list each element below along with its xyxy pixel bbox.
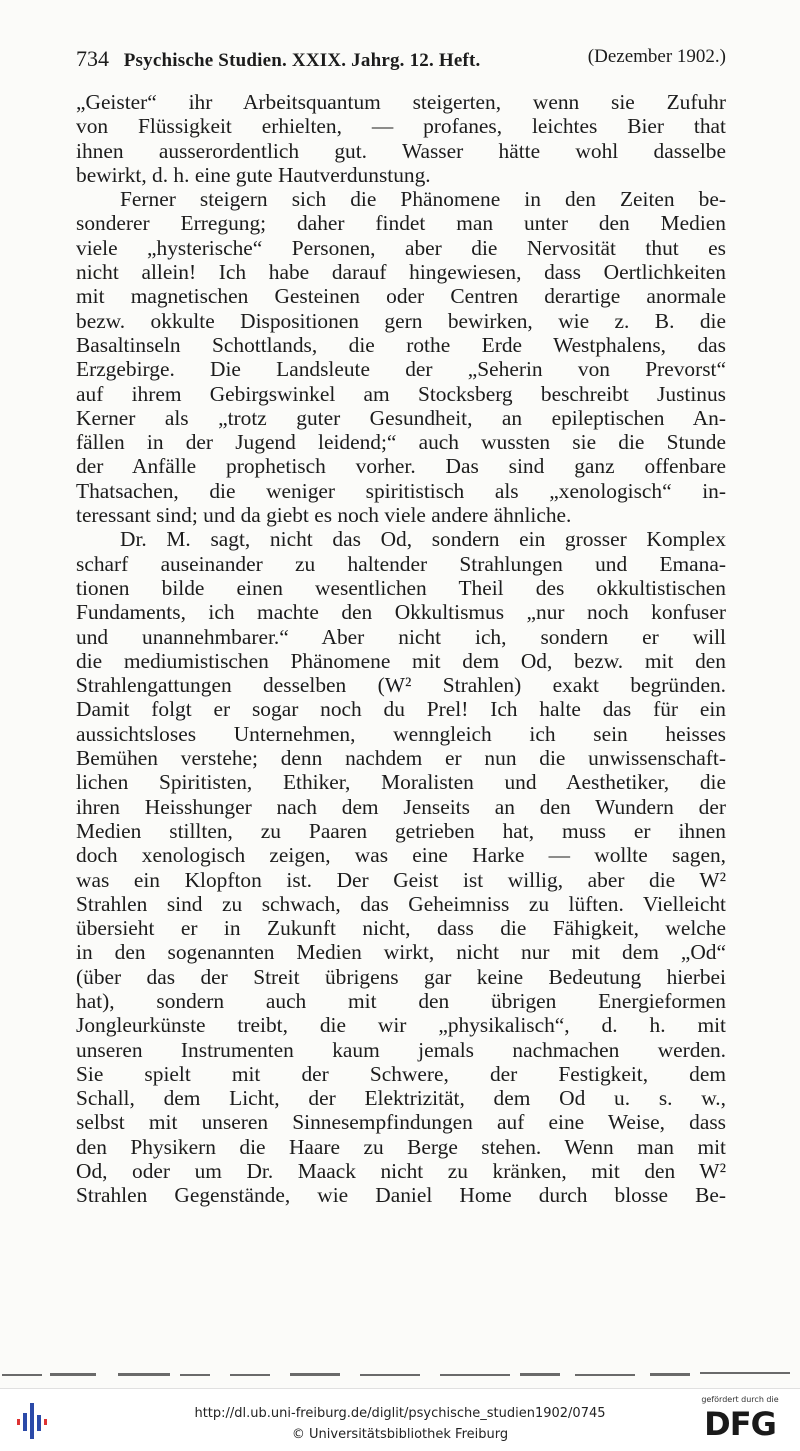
text-line: Thatsachen, die weniger spiritistisch als „xenologisch“ in- bbox=[76, 478, 726, 503]
text-line: Strahlen Gegenstände, wie Daniel Home durch blosse Be- bbox=[76, 1183, 726, 1208]
text-line: Od, oder um Dr. Maack nicht zu kränken, mit den W² bbox=[76, 1159, 726, 1184]
text-line: doch xenologisch zeigen, was eine Harke — wollte sagen, bbox=[76, 843, 726, 868]
text-line: Medien stillten, zu Paaren getrieben hat, muss er ihnen bbox=[76, 818, 726, 843]
issue-date: (Dezember 1902.) bbox=[587, 46, 726, 67]
text-line: „Geister“ ihr Arbeitsquantum steigerten, wenn sie Zufuhr bbox=[76, 90, 726, 114]
page-number: 734 bbox=[76, 46, 109, 71]
journal-title: Psychische Studien. XXIX. Jahrg. 12. Heft. bbox=[123, 50, 481, 71]
text-line: unseren Instrumenten kaum jemals nachmachen werden. bbox=[76, 1037, 726, 1062]
text-line: von Flüssigkeit erhielten, — profanes, leichtes Bier that bbox=[76, 114, 726, 139]
dfg-logo: DFG bbox=[704, 1405, 776, 1443]
text-line: bewirkt, d. h. eine gute Hautverdunstung. bbox=[76, 162, 431, 187]
text-line: fällen in der Jugend leidend;“ auch wussten sie die Stunde bbox=[76, 430, 726, 455]
text-line: Bemühen verstehe; denn nachdem er nun die unwissenschaft- bbox=[76, 746, 726, 771]
text-line: Jongleurkünste treibt, die wir „physikalisch“, d. h. mit bbox=[76, 1013, 726, 1038]
text-line: Ferner steigern sich die Phänomene in den Zeiten be- bbox=[120, 187, 726, 212]
text-line: scharf auseinander zu haltender Strahlungen und Emana- bbox=[76, 551, 726, 576]
text-line: hat), sondern auch mit den übrigen Energieformen bbox=[76, 988, 726, 1013]
text-line: nicht allein! Ich habe darauf hingewiesen, dass Oertlichkeiten bbox=[76, 260, 726, 285]
text-line: Strahlengattungen desselben (W² Strahlen) exakt begründen. bbox=[76, 673, 726, 698]
text-line: ihnen ausserordentlich gut. Wasser hätte wohl dasselbe bbox=[76, 138, 726, 163]
copyright-text: © Universitätsbibliothek Freiburg bbox=[291, 1427, 509, 1442]
text-line: auf ihrem Gebirgswinkel am Stocksberg beschreibt Justinus bbox=[76, 381, 726, 406]
text-line: Damit folgt er sogar noch du Prel! Ich halte das für ein bbox=[76, 697, 726, 722]
text-line: und unannehmbarer.“ Aber nicht ich, sondern er will bbox=[76, 624, 726, 649]
viewer-footer bbox=[0, 1388, 800, 1451]
body-text bbox=[76, 90, 726, 1208]
text-line: die mediumistischen Phänomene mit dem Od, bezw. mit den bbox=[76, 648, 726, 673]
source-url-link[interactable]: http://dl.ub.uni-freiburg.de/diglit/psychische_studien1902/0745 bbox=[194, 1406, 606, 1421]
text-line: teressant sind; und da giebt es noch viele andere ähnliche. bbox=[76, 503, 572, 528]
text-line: viele „hysterische“ Personen, aber die Nervosität thut es bbox=[76, 235, 726, 260]
text-line: selbst mit unseren Sinnesempfindungen auf eine Weise, dass bbox=[76, 1110, 726, 1135]
text-line: ihren Heisshunger nach dem Jenseits an den Wundern der bbox=[76, 794, 726, 819]
text-line: tionen bilde einen wesentlichen Theil des okkultistischen bbox=[76, 575, 726, 600]
text-line: Dr. M. sagt, nicht das Od, sondern ein grosser Komplex bbox=[120, 527, 726, 552]
text-line: Kerner als „trotz guter Gesundheit, an epileptischen An- bbox=[76, 405, 726, 430]
text-line: (über das der Streit übrigens gar keine Bedeutung hierbei bbox=[76, 964, 726, 989]
text-line: Schall, dem Licht, der Elektrizität, dem Od u. s. w., bbox=[76, 1086, 726, 1111]
cut-off-next-line bbox=[0, 1368, 800, 1382]
text-line: lichen Spiritisten, Ethiker, Moralisten und Aesthetiker, die bbox=[76, 770, 726, 795]
text-line: Basaltinseln Schottlands, die rothe Erde Westphalens, das bbox=[76, 332, 726, 357]
text-line: übersieht er in Zukunft nicht, dass die Fähigkeit, welche bbox=[76, 916, 726, 941]
running-header bbox=[76, 46, 726, 72]
text-line: Erzgebirge. Die Landsleute der „Seherin von Prevorst“ bbox=[76, 357, 726, 382]
text-line: Sie spielt mit der Schwere, der Festigkeit, dem bbox=[76, 1061, 726, 1086]
text-line: in den sogenannten Medien wirkt, nicht nur mit dem „Od“ bbox=[76, 940, 726, 965]
text-line: bezw. okkulte Dispositionen gern bewirken, wie z. B. die bbox=[76, 308, 726, 333]
text-line: der Anfälle prophetisch vorher. Das sind ganz offenbare bbox=[76, 454, 726, 479]
text-line: Strahlen sind zu schwach, das Geheimniss zu lüften. Vielleicht bbox=[76, 891, 726, 916]
text-line: was ein Klopfton ist. Der Geist ist willig, aber die W² bbox=[76, 867, 726, 892]
text-line: den Physikern die Haare zu Berge stehen. Wenn man mit bbox=[76, 1134, 726, 1159]
text-line: sonderer Erregung; daher findet man unter den Medien bbox=[76, 211, 726, 236]
text-line: aussichtsloses Unternehmen, wenngleich ich sein heisses bbox=[76, 721, 726, 746]
text-line: Fundaments, ich machte den Okkultismus „nur noch konfuser bbox=[76, 600, 726, 625]
text-line: mit magnetischen Gesteinen oder Centren derartige anormale bbox=[76, 284, 726, 309]
funder-note: gefördert durch die bbox=[701, 1395, 779, 1404]
